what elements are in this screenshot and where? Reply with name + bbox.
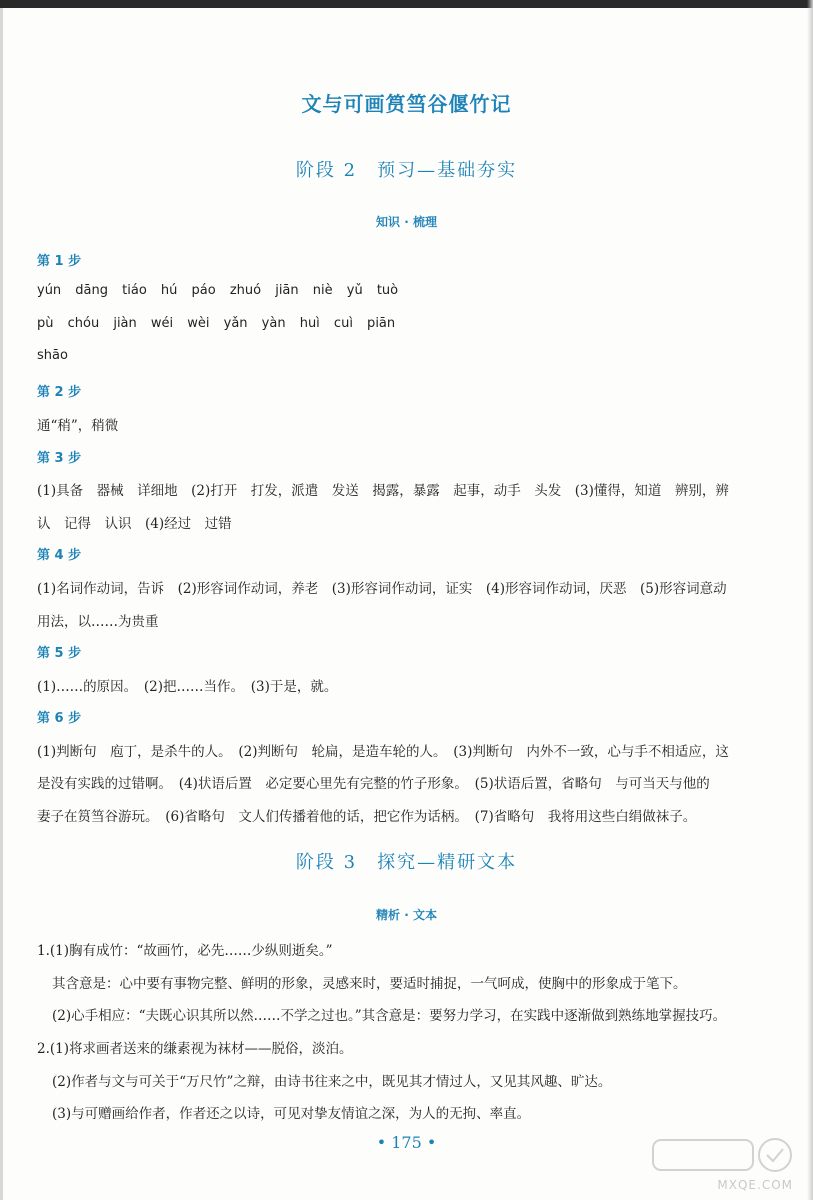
step1-line-1: yún dāng tiáo hú páo zhuó jiān niè yǔ tuò [37, 283, 399, 298]
analysis-line-6: (3)与可赠画给作者，作者还之以诗，可见对挚友情谊之深，为人的无拘、率直。 [52, 1106, 531, 1122]
step2-label: 第 2 步 [37, 385, 82, 400]
stage2-heading: 阶段 2 预习—基础夯实 [295, 160, 518, 181]
step1-line-2: pù chóu jiàn wéi wèi yǎn yàn huì cuì piān [37, 316, 396, 331]
analysis-line-2: 其含意是：心中要有事物完整、鲜明的形象，灵感来时，要适时捕捉，一气呵成，使胸中的形象成于笔下。 [52, 976, 687, 992]
step4-line-2: 用法，以……为贵重 [37, 614, 159, 630]
step1-label: 第 1 步 [37, 254, 82, 269]
page-title: 文与可画筼筜谷偃竹记 [301, 92, 512, 116]
step3-label: 第 3 步 [37, 451, 82, 466]
analysis-line-4: 2.(1)将求画者送来的缣素视为袜材——脱俗，淡泊。 [37, 1041, 353, 1057]
analysis-line-3: (2)心手相应：“夫既心识其所以然……不学之过也。”其含意是：要努力学习，在实践中逐渐做到熟练地掌握技巧。 [52, 1008, 727, 1024]
analysis-line-5: (2)作者与文与可关于“万尺竹”之辩，由诗书往来之中，既见其才情过人，又见其风趣、旷达。 [52, 1074, 612, 1090]
step4-label: 第 4 步 [37, 548, 82, 563]
step6-line-2: 是没有实践的过错啊。 (4)状语后置 必定要心里先有完整的竹子形象。 (5)状语后置，省略句 与可当天与他的 [37, 776, 710, 792]
watermark-logo [649, 1134, 799, 1192]
step1-line-3: shāo [37, 348, 68, 363]
watermark-text: MXQE.COM [717, 1178, 793, 1192]
step3-line-1: (1)具备 器械 详细地 (2)打开 打发，派遣 发送 揭露，暴露 起事，动手 头发 (3)懂得，知道 辨别，辨 [37, 483, 729, 499]
step5-line-1: (1)……的原因。 (2)把……当作。 (3)于是，就。 [37, 679, 338, 695]
stage2-section: 知识 · 梳理 [376, 215, 437, 229]
step5-label: 第 5 步 [37, 646, 82, 661]
step6-label: 第 6 步 [37, 711, 82, 726]
step4-line-1: (1)名词作动词，告诉 (2)形容词作动词，养老 (3)形容词作动词，证实 (4)形容词作动词，厌恶 (5)形容词意动 [37, 581, 727, 597]
watermark-graphic [649, 1134, 799, 1178]
step6-line-3: 妻子在筼筜谷游玩。 (6)省略句 文人们传播着他的话，把它作为话柄。 (7)省略句 我将用这些白绢做袜子。 [37, 809, 697, 825]
step6-line-1: (1)判断句 庖丁，是杀牛的人。 (2)判断句 轮扁，是造车轮的人。 (3)判断句 内外不一致，心与手不相适应，这 [37, 744, 729, 760]
scan-top-border [0, 0, 813, 8]
analysis-line-1: 1.(1)胸有成竹：“故画竹，必先……少纵则逝矣。” [37, 943, 333, 959]
stage3-section: 精析 · 文本 [376, 908, 437, 922]
stage3-heading: 阶段 3 探究—精研文本 [295, 852, 518, 873]
page-number: • 175 • [376, 1133, 437, 1152]
step2-line-1: 通“稍”，稍微 [37, 418, 119, 434]
step3-line-2: 认 记得 认识 (4)经过 过错 [37, 516, 232, 532]
